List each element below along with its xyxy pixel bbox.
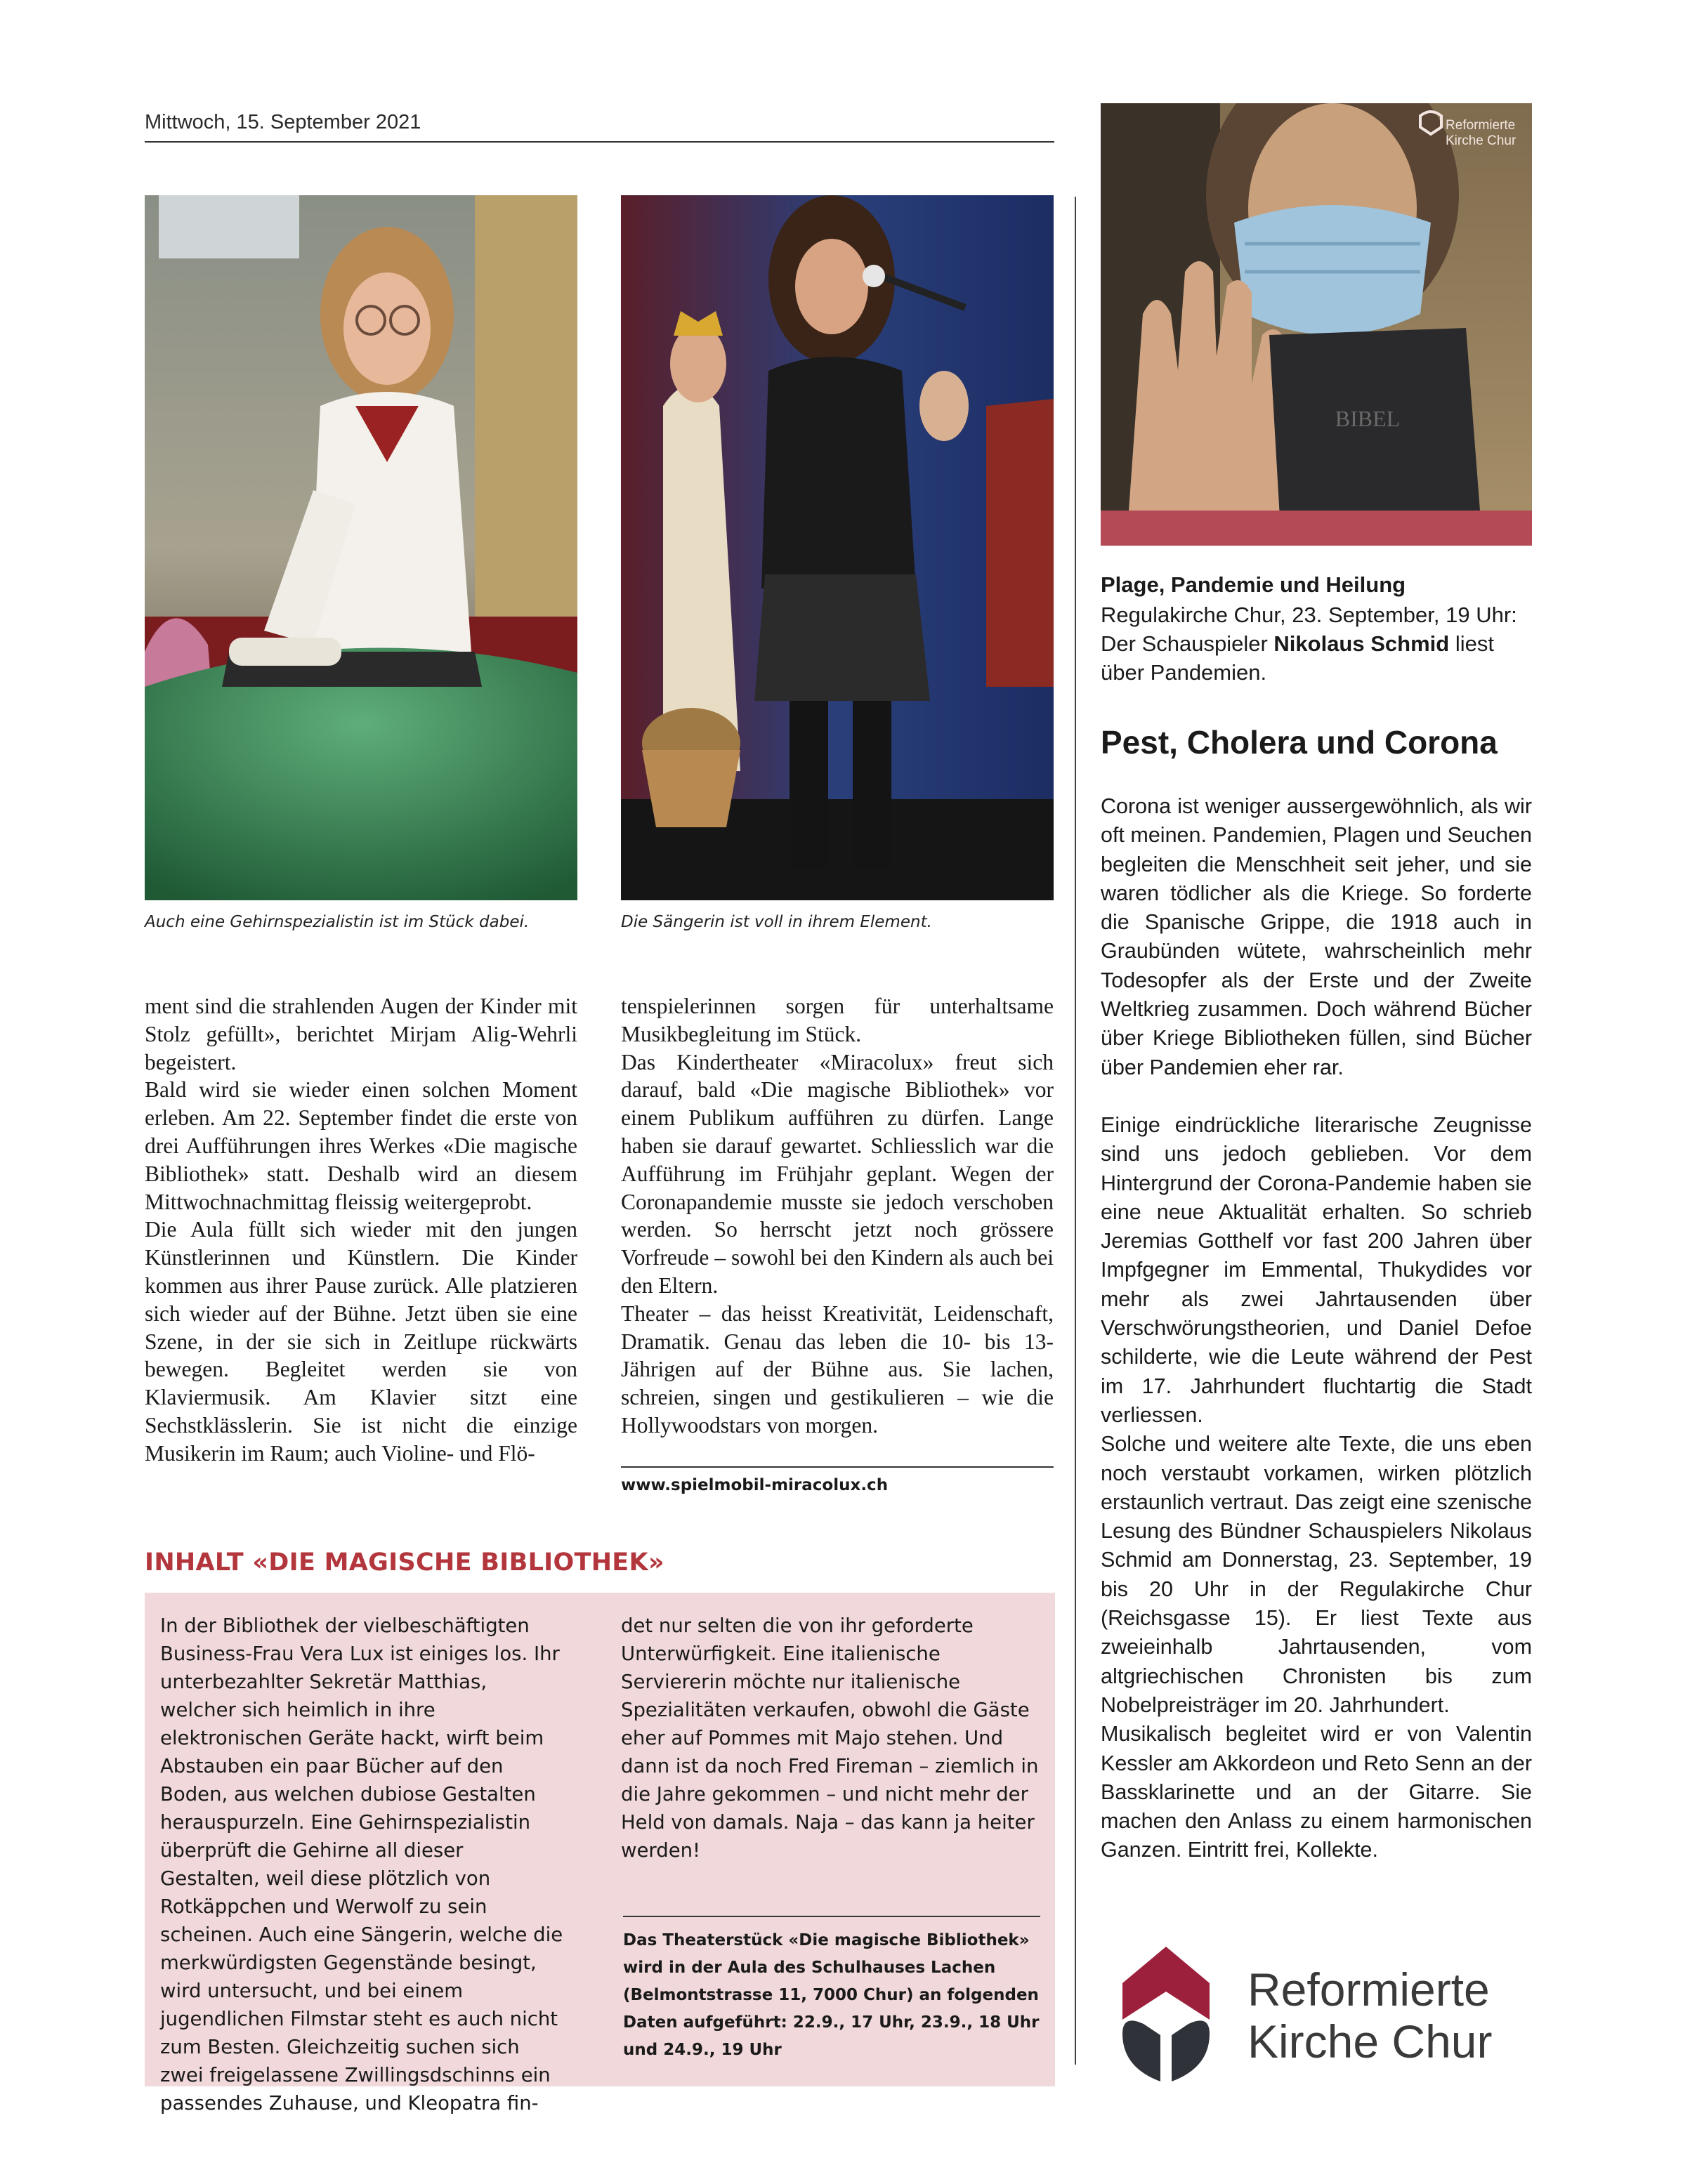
logo-line: Kirche Chur (1247, 2015, 1493, 2067)
photo-brain-specialist-image (145, 195, 577, 900)
church-logo-text (1247, 1963, 1492, 2067)
logo-line: Reformierte (1247, 1963, 1490, 2015)
synopsis-title: INHALT «DIE MAGISCHE BIBLIOTHEK» (145, 1548, 664, 1577)
sidebar-paragraph: Corona ist weniger aussergewöhnlich, als wir oft meinen. Pandemien, Plagen und Seuchen begleiten die Menschheit seit jeher, und sie waren tödlicher als die Kriege. So forderte die Spanische Grippe, die 1918 auch in Graubünden wütete, wahrscheinlich mehr Todesopfer als der Erste und der Zweite Weltkrieg zusammen. Doch während Bücher über Kriege Bibliotheken füllen, sind Bücher über Pandemien eher rar. (1101, 794, 1532, 1079)
synopsis-column-1 (160, 1612, 568, 2117)
sidebar-headline: Pest, Cholera und Corona (1101, 724, 1498, 761)
article-column-2 (621, 992, 1054, 1440)
synopsis-text: det nur selten die von ihr geforderte Unterwürfigkeit. Eine italienische Serviererin möchte nur italienische Spezialitäten verkaufen, obwohl die Gäste eher auf Pommes mit Majo stehen. Und dann ist da noch Fred Fireman – ziemlich in die Jahre gekommen – und nicht mehr der Held von damals. Naja – das kann ja heiter werden! (621, 1614, 1039, 1862)
church-logo-icon (1122, 1947, 1210, 2081)
event-details-text: Regulakirche Chur, 23. September, 19 Uhr: Der Schauspieler (1101, 603, 1517, 656)
article-paragraph: tenspielerinnen sorgen für unterhaltsame Musikbegleitung im Stück. (621, 994, 1054, 1046)
performance-dates: Das Theaterstück «Die magische Bibliothek» wird in der Aula des Schulhauses Lachen (Belmontstrasse 11, 7000 Chur) an folgenden Daten aufgeführt: 22.9., 17 Uhr, 23.9., 18 Uhr und 24.9., 19 Uhr (623, 1931, 1040, 2059)
event-title: Plage, Pandemie und Heilung (1101, 572, 1406, 597)
synopsis-column-2 (621, 1612, 1041, 1864)
sidebar-paragraph: Einige eindrückliche literarische Zeugnisse sind uns jedoch geblieben. Vor dem Hintergrund der Corona-Pandemie haben sie eine neue Aktualität erhalten. So schrieb Jeremias Gotthelf vor fast 200 Jahren über Impfgegner im Emmental, Thukydides vor mehr als zwei Jahrtausenden über Verschwörungstheorien, und Daniel Defoe schilderte, wie die Leute während der Pest im 17. Jahrhundert fluchtartig die Stadt verliessen. (1101, 1112, 1532, 1427)
header-rule (145, 141, 1054, 143)
synopsis-info-rule (623, 1916, 1040, 1917)
event-details-text: liest über Pandemien. (1101, 631, 1494, 685)
issue-date: Mittwoch, 15. September 2021 (145, 111, 421, 133)
sidebar-paragraph: Musikalisch begleitet wird er von Valentin Kessler am Akkordeon und Reto Senn an der Bassklarinette und an der Gitarre. Sie machen den Anlass zu einem harmonischen Ganzen. Eintritt frei, Kollekte. (1101, 1722, 1532, 1862)
article-column-1 (145, 992, 577, 1468)
poster-logo-text: Reformierte Kirche Chur (1446, 118, 1517, 148)
event-performer: Nikolaus Schmid (1273, 631, 1450, 656)
article-paragraph: Das Kindertheater «Miracolux» freut sich darauf, bald «Die magische Bibliothek» vor einem Publikum aufführen zu dürfen. Lange haben sie darauf gewartet. Schliesslich war die Aufführung im Frühjahr geplant. Wegen der Coronapandemie musste sie jedoch verschoben werden. So herrscht jetzt noch grössere Vorfreude – sowohl bei den Kindern als auch bei den Eltern. (621, 1049, 1054, 1298)
website-link[interactable]: www.spielmobil-miracolux.ch (621, 1476, 889, 1494)
photo-singer (621, 195, 1054, 900)
sidebar-paragraph: Solche und weitere alte Texte, die uns eben noch verstaubt vorkamen, wirken plötzlich erstaunlich vertraut. Das zeigt eine szenische Lesung des Bündner Schauspielers Nikolaus Schmid am Donnerstag, 23. September, 19 bis 20 Uhr in der Regulakirche Chur (Reichsgasse 15). Er liest Texte aus zweieinhalb Jahrtausenden, vom altgriechischen Chronisten bis zum Nobelpreisträger im 20. Jahrhundert. (1101, 1432, 1532, 1717)
column-divider (1075, 197, 1076, 2065)
article-paragraph: Bald wird sie wieder einen solchen Moment erleben. Am 22. September findet die erste von drei Aufführungen ihres Werkes «Die magische Bibliothek» statt. Deshalb wird an diesem Mittwochnachmittag fleissig weitergeprobt. (145, 1077, 577, 1214)
article-paragraph: ment sind die strahlenden Augen der Kinder mit Stolz gefüllt», berichtet Mirjam Alig-Wehrli begeistert. (145, 994, 577, 1074)
sidebar-poster-image (1101, 103, 1532, 546)
sidebar-body (1101, 792, 1532, 1865)
bible-label: BIBEL (1335, 406, 1401, 431)
event-details (1101, 600, 1536, 687)
photo-singer-caption: Die Sängerin ist voll in ihrem Element. (621, 913, 932, 931)
photo-brain-specialist (145, 195, 577, 900)
sidebar-poster (1101, 103, 1532, 546)
article-paragraph: Die Aula füllt sich wieder mit den jungen Künstlerinnen und Künstlern. Die Kinder kommen aus ihrer Pause zurück. Alle platzieren sich wieder auf der Bühne. Jetzt üben sie eine Szene, in der sie sich in Zeitlupe rückwärts bewegen. Begleitet werden sie von Klaviermusik. Am Klavier sitzt eine Sechstklässlerin. Sie ist nicht die einzige Musikerin im Raum; auch Violine- und Flö- (145, 1217, 577, 1466)
article-paragraph: Theater – das heisst Kreativität, Leidenschaft, Dramatik. Genau das leben die 10- bis 13-Jährigen auf der Bühne aus. Sie lachen, schreien, singen und gestikulieren – wie die Hollywoodstars von morgen. (621, 1301, 1054, 1438)
url-rule (621, 1466, 1054, 1468)
synopsis-text: In der Bibliothek der vielbeschäftigten Business-Frau Vera Lux ist einiges los. Ihr unterbezahlter Sekretär Matthias, welcher sich heimlich in ihre elektronischen Geräte hackt, wirft beim Abstauben ein paar Bücher auf den Boden, aus welchen dubiose Gestalten herauspurzeln. Eine Gehirnspezialistin überprüft die Gehirne all dieser Gestalten, weil diese plötzlich von Rotkäppchen und Werwolf zu sein scheinen. Auch eine Sängerin, welche die merkwürdigsten Gegenstände besingt, wird untersucht, und bei einem jugendlichen Filmstar steht es auch nicht zum Besten. Gleichzeitig suchen sich zwei freigelassene Zwillingsdschinns ein passendes Zuhause, und Kleopatra fin- (160, 1614, 563, 2114)
photo-brain-specialist-caption: Auch eine Gehirnspezialistin ist im Stück dabei. (145, 913, 530, 931)
photo-singer-image (621, 195, 1054, 900)
